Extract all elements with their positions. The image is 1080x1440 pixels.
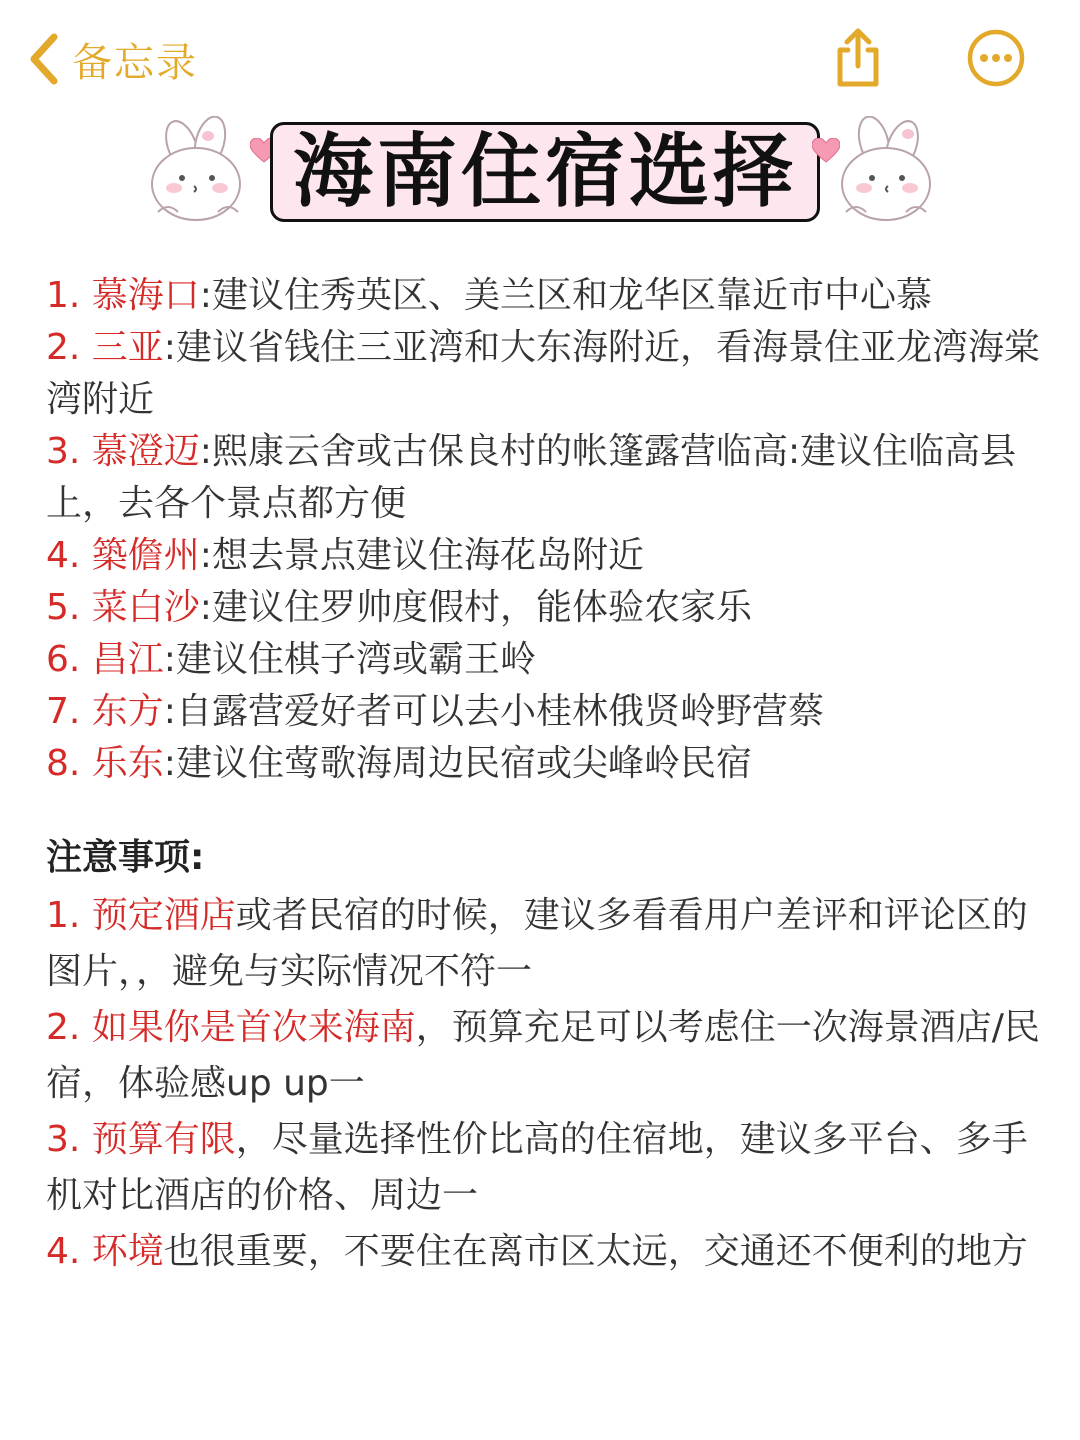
place-name: 3. 慕澄迈 bbox=[46, 431, 200, 472]
more-icon bbox=[966, 28, 1026, 88]
bunny-sticker-icon bbox=[830, 116, 942, 228]
chevron-left-icon bbox=[26, 31, 60, 87]
separator: : bbox=[199, 587, 212, 628]
separator: : bbox=[163, 327, 176, 368]
spacer bbox=[46, 790, 1040, 832]
note-text: 或者民宿的时候，建议多看看用户差评和评论区的图片，，避免与实际情况不符一 bbox=[46, 895, 1028, 992]
share-button[interactable] bbox=[826, 26, 890, 90]
separator: : bbox=[163, 743, 176, 784]
place-advice: 建议住秀英区、美兰区和龙华区靠近市中心慕 bbox=[211, 275, 932, 316]
place-name: 4. 築儋州 bbox=[46, 535, 200, 576]
list-item bbox=[46, 582, 1040, 634]
place-advice: 建议住棋子湾或霸王岭 bbox=[175, 639, 536, 680]
note-text: ，预算充足可以考虑住一次海景酒店/民宿，体验感up up一 bbox=[46, 1007, 1040, 1104]
list-item bbox=[46, 322, 1040, 426]
place-name: 2. 三亚 bbox=[46, 327, 164, 368]
place-advice: 建议省钱住三亚湾和大东海附近，看海景住亚龙湾海棠湾附近 bbox=[46, 327, 1040, 420]
page-title-box bbox=[270, 122, 820, 222]
place-advice: 想去景点建议住海花岛附近 bbox=[211, 535, 644, 576]
list-item bbox=[46, 530, 1040, 582]
share-icon bbox=[830, 26, 886, 90]
note-body[interactable] bbox=[46, 270, 1040, 1280]
separator: : bbox=[163, 691, 176, 732]
notes-heading: 注意事项: bbox=[46, 837, 205, 878]
note-highlight: 2. 如果你是首次来海南 bbox=[46, 1007, 416, 1048]
list-item bbox=[46, 888, 1040, 1000]
list-item bbox=[46, 426, 1040, 530]
list-item bbox=[46, 270, 1040, 322]
note-highlight: 4. 环境 bbox=[46, 1231, 164, 1272]
place-advice: 建议住罗帅度假村，能体验农家乐 bbox=[211, 587, 752, 628]
place-name: 7. 东方 bbox=[46, 691, 164, 732]
top-bar bbox=[0, 0, 1080, 112]
list-item bbox=[46, 1112, 1040, 1224]
place-advice: 建议住莺歌海周边民宿或尖峰岭民宿 bbox=[175, 743, 752, 784]
separator: : bbox=[199, 431, 212, 472]
place-name: 6. 昌江 bbox=[46, 639, 164, 680]
place-advice: 熙康云舍或古保良村的帐篷露营临高:建议住临高县上，去各个景点都方便 bbox=[46, 431, 1017, 524]
list-item bbox=[46, 1224, 1040, 1280]
note-text: 也很重要，不要住在离市区太远，交通还不便利的地方 bbox=[163, 1231, 1028, 1272]
back-label: 备忘录 bbox=[72, 39, 198, 86]
note-text: ，尽量选择性价比高的住宿地，建议多平台、多手机对比酒店的价格、周边一 bbox=[46, 1119, 1028, 1216]
separator: : bbox=[199, 535, 212, 576]
note-highlight: 1. 预定酒店 bbox=[46, 895, 236, 936]
list-item bbox=[46, 1000, 1040, 1112]
list-item bbox=[46, 686, 1040, 738]
bunny-sticker-icon bbox=[142, 116, 254, 228]
title-banner bbox=[0, 112, 1080, 240]
note-highlight: 3. 预算有限 bbox=[46, 1119, 236, 1160]
separator: : bbox=[163, 639, 176, 680]
list-item bbox=[46, 634, 1040, 686]
page-title: 海南住宿选择 bbox=[293, 125, 797, 218]
separator: : bbox=[199, 275, 212, 316]
back-button[interactable] bbox=[26, 28, 198, 90]
place-name: 1. 慕海口 bbox=[46, 275, 200, 316]
list-item bbox=[46, 738, 1040, 790]
place-name: 8. 乐东 bbox=[46, 743, 164, 784]
more-button[interactable] bbox=[964, 26, 1028, 90]
place-name: 5. 菜白沙 bbox=[46, 587, 200, 628]
place-advice: 自露营爱好者可以去小桂林俄贤岭野营蔡 bbox=[175, 691, 824, 732]
